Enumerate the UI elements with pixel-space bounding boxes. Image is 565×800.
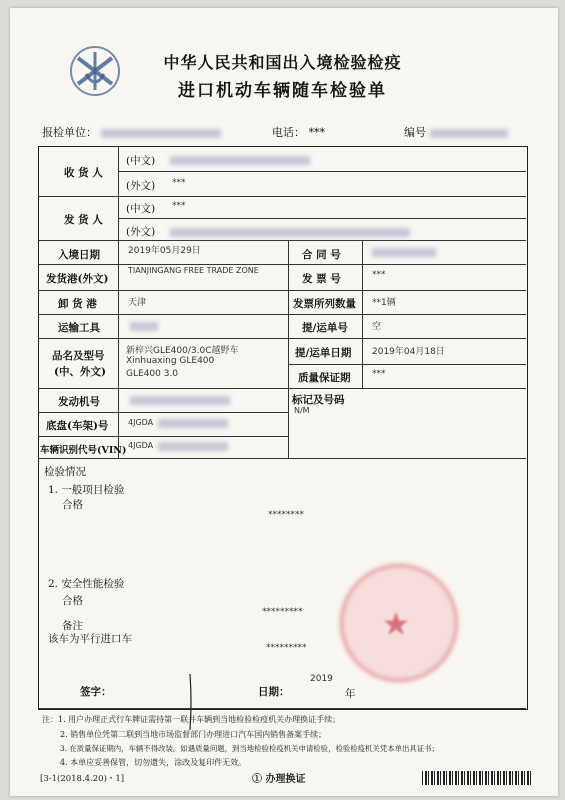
general-stars: ******** <box>268 510 304 520</box>
note-3: 3. 在质量保证期内，车辆不得改装。如遇质量问题，到当地检验检疫机关申请检验，检验检疫机关凭本单出具证书； <box>60 744 439 753</box>
bill-value: 空 <box>372 322 382 332</box>
document-subtitle: 进口机动车辆随车检验单 <box>178 81 387 101</box>
bill-label: 提/运单号 <box>302 322 348 334</box>
bill-date-value: 2019年04月18日 <box>372 347 445 357</box>
model-value-2: Xinhuaxing GLE400 <box>126 356 215 366</box>
redacted-contract <box>372 248 436 257</box>
phone-field <box>272 124 325 140</box>
year-value: 2019 <box>310 674 333 684</box>
model-label-1: 品名及型号 <box>52 350 105 362</box>
redacted-chassis <box>158 419 228 428</box>
chassis-label: 底盘(车架)号 <box>46 420 109 432</box>
invoice-label: 发 票 号 <box>302 273 341 285</box>
marks-value: N/M <box>294 406 310 415</box>
port-unload-label: 卸 货 港 <box>58 298 97 310</box>
phone-value: *** <box>308 126 325 139</box>
remark-text: 该车为平行进口车 <box>48 633 132 645</box>
invoice-qty-value: **1辆 <box>372 298 396 308</box>
general-inspection-label: 1. 一般项目检验 <box>48 484 125 496</box>
remark-stars: ********* <box>266 643 307 653</box>
year-char: 年 <box>345 688 356 700</box>
redacted-engine <box>130 396 230 405</box>
note-2: 2. 销售单位凭第二联到当地市场监督部门办理进口汽车国内销售备案手续； <box>60 730 327 739</box>
serial-field <box>404 124 508 140</box>
redacted-consignor-fn <box>170 228 410 237</box>
warranty-value: *** <box>372 369 386 379</box>
phone-label: 电话： <box>272 126 305 139</box>
redacted-applicant <box>101 129 221 138</box>
model-value-1: 新梓兴GLE400/3.0C越野车 <box>126 346 239 356</box>
chassis-value: 4JGDA <box>128 418 154 427</box>
redacted-consignee-cn <box>170 156 310 165</box>
safety-inspection-label: 2. 安全性能检验 <box>48 578 125 590</box>
sign-label: 签字： <box>80 686 112 698</box>
note-4: 4. 本单应妥善保管，切勿遗失，涂改及复印件无效。 <box>60 758 247 767</box>
model-value-3: GLE400 3.0 <box>126 369 179 379</box>
port-unload-value: 天津 <box>128 298 147 308</box>
document-title: 中华人民共和国出入境检验检疫 <box>163 53 402 72</box>
port-ship-value: TIANJINGANG FREE TRADE ZONE <box>128 266 259 275</box>
note-1: 注：1. 用户办理正式行车牌证需持第一联并车辆到当地检验检疫机关办理换证手续； <box>42 715 341 724</box>
marks-label: 标记及号码 <box>292 394 345 406</box>
safety-inspection-result: 合格 <box>62 595 83 607</box>
general-inspection-result: 合格 <box>62 499 83 511</box>
form-code: [3-1(2018.4.20)・1] <box>40 774 125 784</box>
redacted-serial <box>430 129 508 138</box>
serial-label: 编号 <box>404 126 426 139</box>
seal-star-icon <box>383 611 409 637</box>
port-ship-label: 发货港(外文) <box>46 273 109 285</box>
transport-label: 运输工具 <box>58 322 100 334</box>
stub-label: ① 办理换证 <box>252 774 306 785</box>
date-label: 日期： <box>258 686 290 698</box>
entry-date-value: 2019年05月29日 <box>128 246 201 256</box>
applicant-label: 报检单位： <box>42 126 97 139</box>
safety-stars: ********* <box>262 607 303 617</box>
consignor-fn-label: (外文) <box>126 226 156 238</box>
consignor-cn-value: *** <box>172 201 186 211</box>
consignee-label: 收 货 人 <box>64 167 103 179</box>
invoice-qty-label: 发票所列数量 <box>293 298 356 310</box>
bill-date-label: 提/运单日期 <box>295 347 352 359</box>
redacted-vin <box>158 442 228 451</box>
consignor-label: 发 货 人 <box>64 214 103 226</box>
vin-label: 车辆识别代号(VIN) <box>40 445 127 456</box>
applicant-field <box>42 124 221 140</box>
consignor-cn-label: (中文) <box>126 203 156 215</box>
consignee-cn-label: (中文) <box>126 155 156 167</box>
contract-label: 合 同 号 <box>302 249 341 261</box>
consignee-fn-label: (外文) <box>126 180 156 192</box>
invoice-value: *** <box>372 270 386 280</box>
consignee-fn-value: *** <box>172 178 186 188</box>
model-label-2: (中、外文) <box>54 366 106 378</box>
entry-date-label: 入境日期 <box>58 249 100 261</box>
vin-value: 4JGDA <box>128 441 154 450</box>
remark-label: 备注 <box>62 620 83 632</box>
barcode <box>422 771 532 785</box>
redacted-transport <box>130 322 158 331</box>
engine-label: 发动机号 <box>58 396 100 408</box>
warranty-label: 质量保证期 <box>298 372 351 384</box>
inspection-heading: 检验情况 <box>44 466 86 478</box>
